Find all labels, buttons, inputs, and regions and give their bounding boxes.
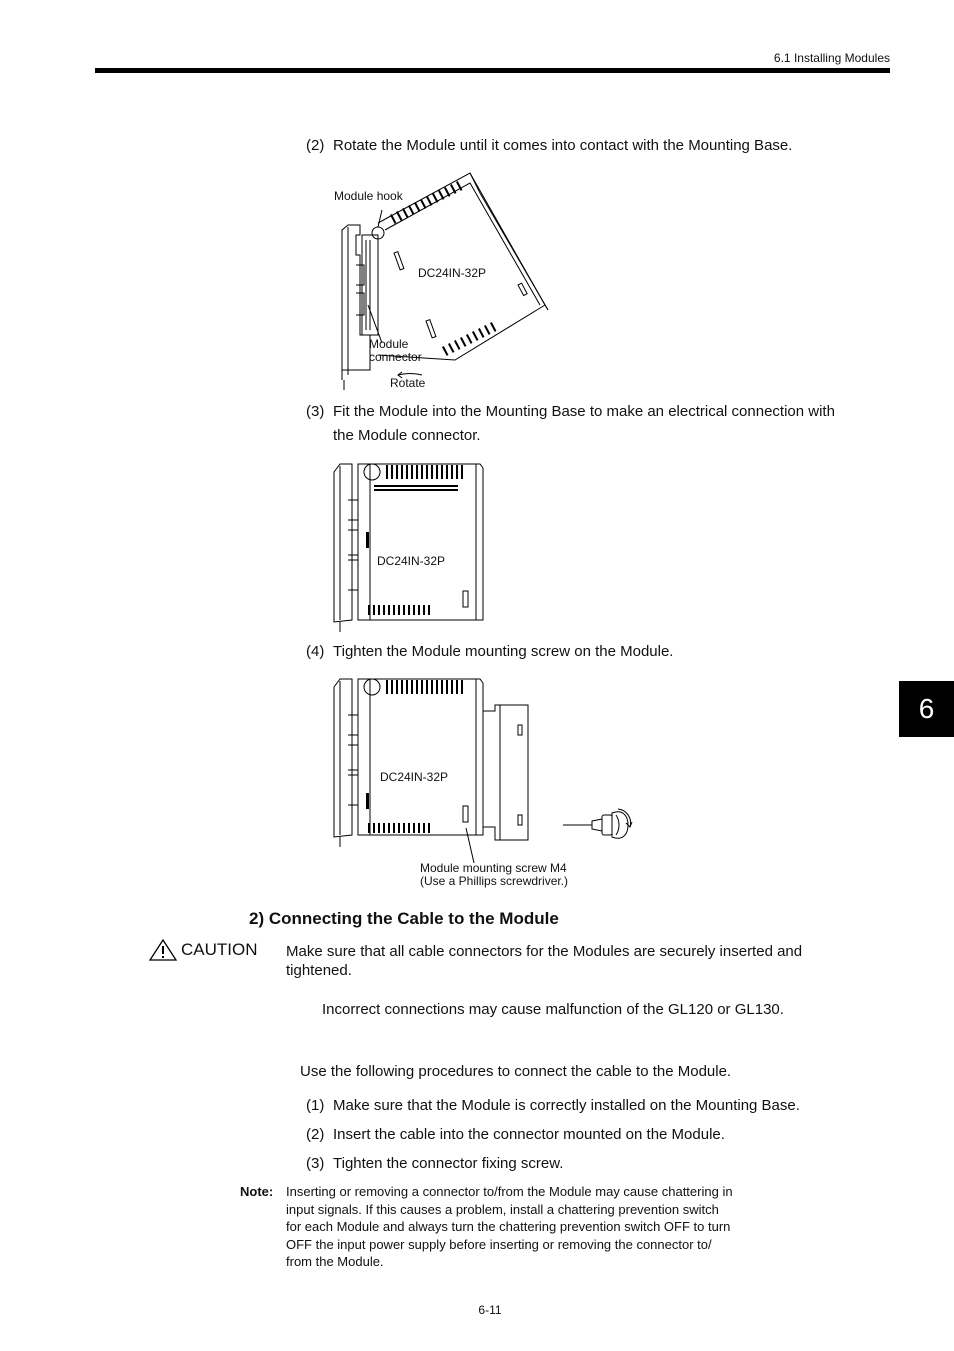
figure-fit-module: [330, 460, 490, 635]
module-connector-label-2: connector: [369, 350, 422, 364]
step-number: (2): [306, 1126, 325, 1143]
cable-step-3: [306, 1152, 866, 1176]
cable-step-1: [306, 1094, 866, 1118]
step-text: Insert the cable into the connector mounted on the Module.: [333, 1126, 725, 1143]
step-number: (3): [306, 1155, 325, 1172]
step-number: (2): [306, 137, 325, 154]
step-text: Tighten the Module mounting screw on the Module.: [333, 643, 674, 660]
step-number: (3): [306, 403, 325, 420]
page-number: 6-11: [478, 1303, 502, 1317]
running-header: 6.1 Installing Modules: [773, 51, 890, 65]
screw-label-2: (Use a Phillips screwdriver.): [420, 874, 569, 888]
step-number: (4): [306, 643, 325, 660]
header-rule: [95, 68, 890, 73]
figure-tighten-screw: [330, 675, 640, 870]
caution-consequence: Incorrect connections may cause malfunction of the GL120 or GL130.: [322, 1001, 784, 1018]
note-line: OFF the input power supply before inserting or removing the connector to/: [286, 1236, 712, 1252]
caution-line-2: tightened.: [286, 962, 352, 979]
step-text: Make sure that the Module is correctly installed on the Mounting Base.: [333, 1097, 800, 1114]
install-step-4: [306, 640, 866, 664]
module-connector-label-1: Module: [369, 337, 409, 351]
note-body: [286, 1183, 786, 1271]
module-hook-label: Module hook: [334, 189, 403, 203]
step-text-line-1: Fit the Module into the Mounting Base to make an electrical connection with: [333, 403, 835, 420]
model-label: DC24IN-32P: [418, 266, 487, 280]
model-label: DC24IN-32P: [377, 554, 446, 568]
step-text-line-2: the Module connector.: [333, 427, 481, 444]
vent-slots: [366, 680, 463, 833]
section-title: 2) Connecting the Cable to the Module: [249, 909, 559, 928]
screw-label-1: Module mounting screw M4: [420, 861, 567, 875]
cable-step-2: [306, 1123, 866, 1147]
intro-text: Use the following procedures to connect the cable to the Module.: [300, 1063, 732, 1080]
caution-label: [149, 939, 258, 961]
install-step-3: [306, 400, 886, 448]
note-line: for each Module and always turn the chattering prevention switch OFF to turn: [286, 1219, 731, 1234]
note-line: Inserting or removing a connector to/from the Module may cause chattering in: [286, 1184, 733, 1199]
note-line: from the Module.: [286, 1254, 384, 1269]
caution-text: CAUTION: [181, 940, 258, 959]
note-label: Note:: [240, 1184, 274, 1199]
model-label: DC24IN-32P: [380, 770, 449, 784]
note-line: input signals. If this causes a problem, install a chattering prevention switch: [286, 1201, 719, 1217]
step-text: Tighten the connector fixing screw.: [333, 1155, 564, 1172]
rotate-label: Rotate: [390, 376, 426, 390]
step-text: Rotate the Module until it comes into contact with the Mounting Base.: [333, 137, 793, 154]
warning-triangle-icon: [149, 939, 177, 961]
caution-line-1: Make sure that all cable connectors for the Modules are securely inserted and: [286, 943, 803, 960]
install-step-2: [306, 134, 866, 158]
vent-slots: [366, 465, 463, 615]
step-number: (1): [306, 1097, 325, 1114]
chapter-tab: 6: [899, 681, 954, 737]
